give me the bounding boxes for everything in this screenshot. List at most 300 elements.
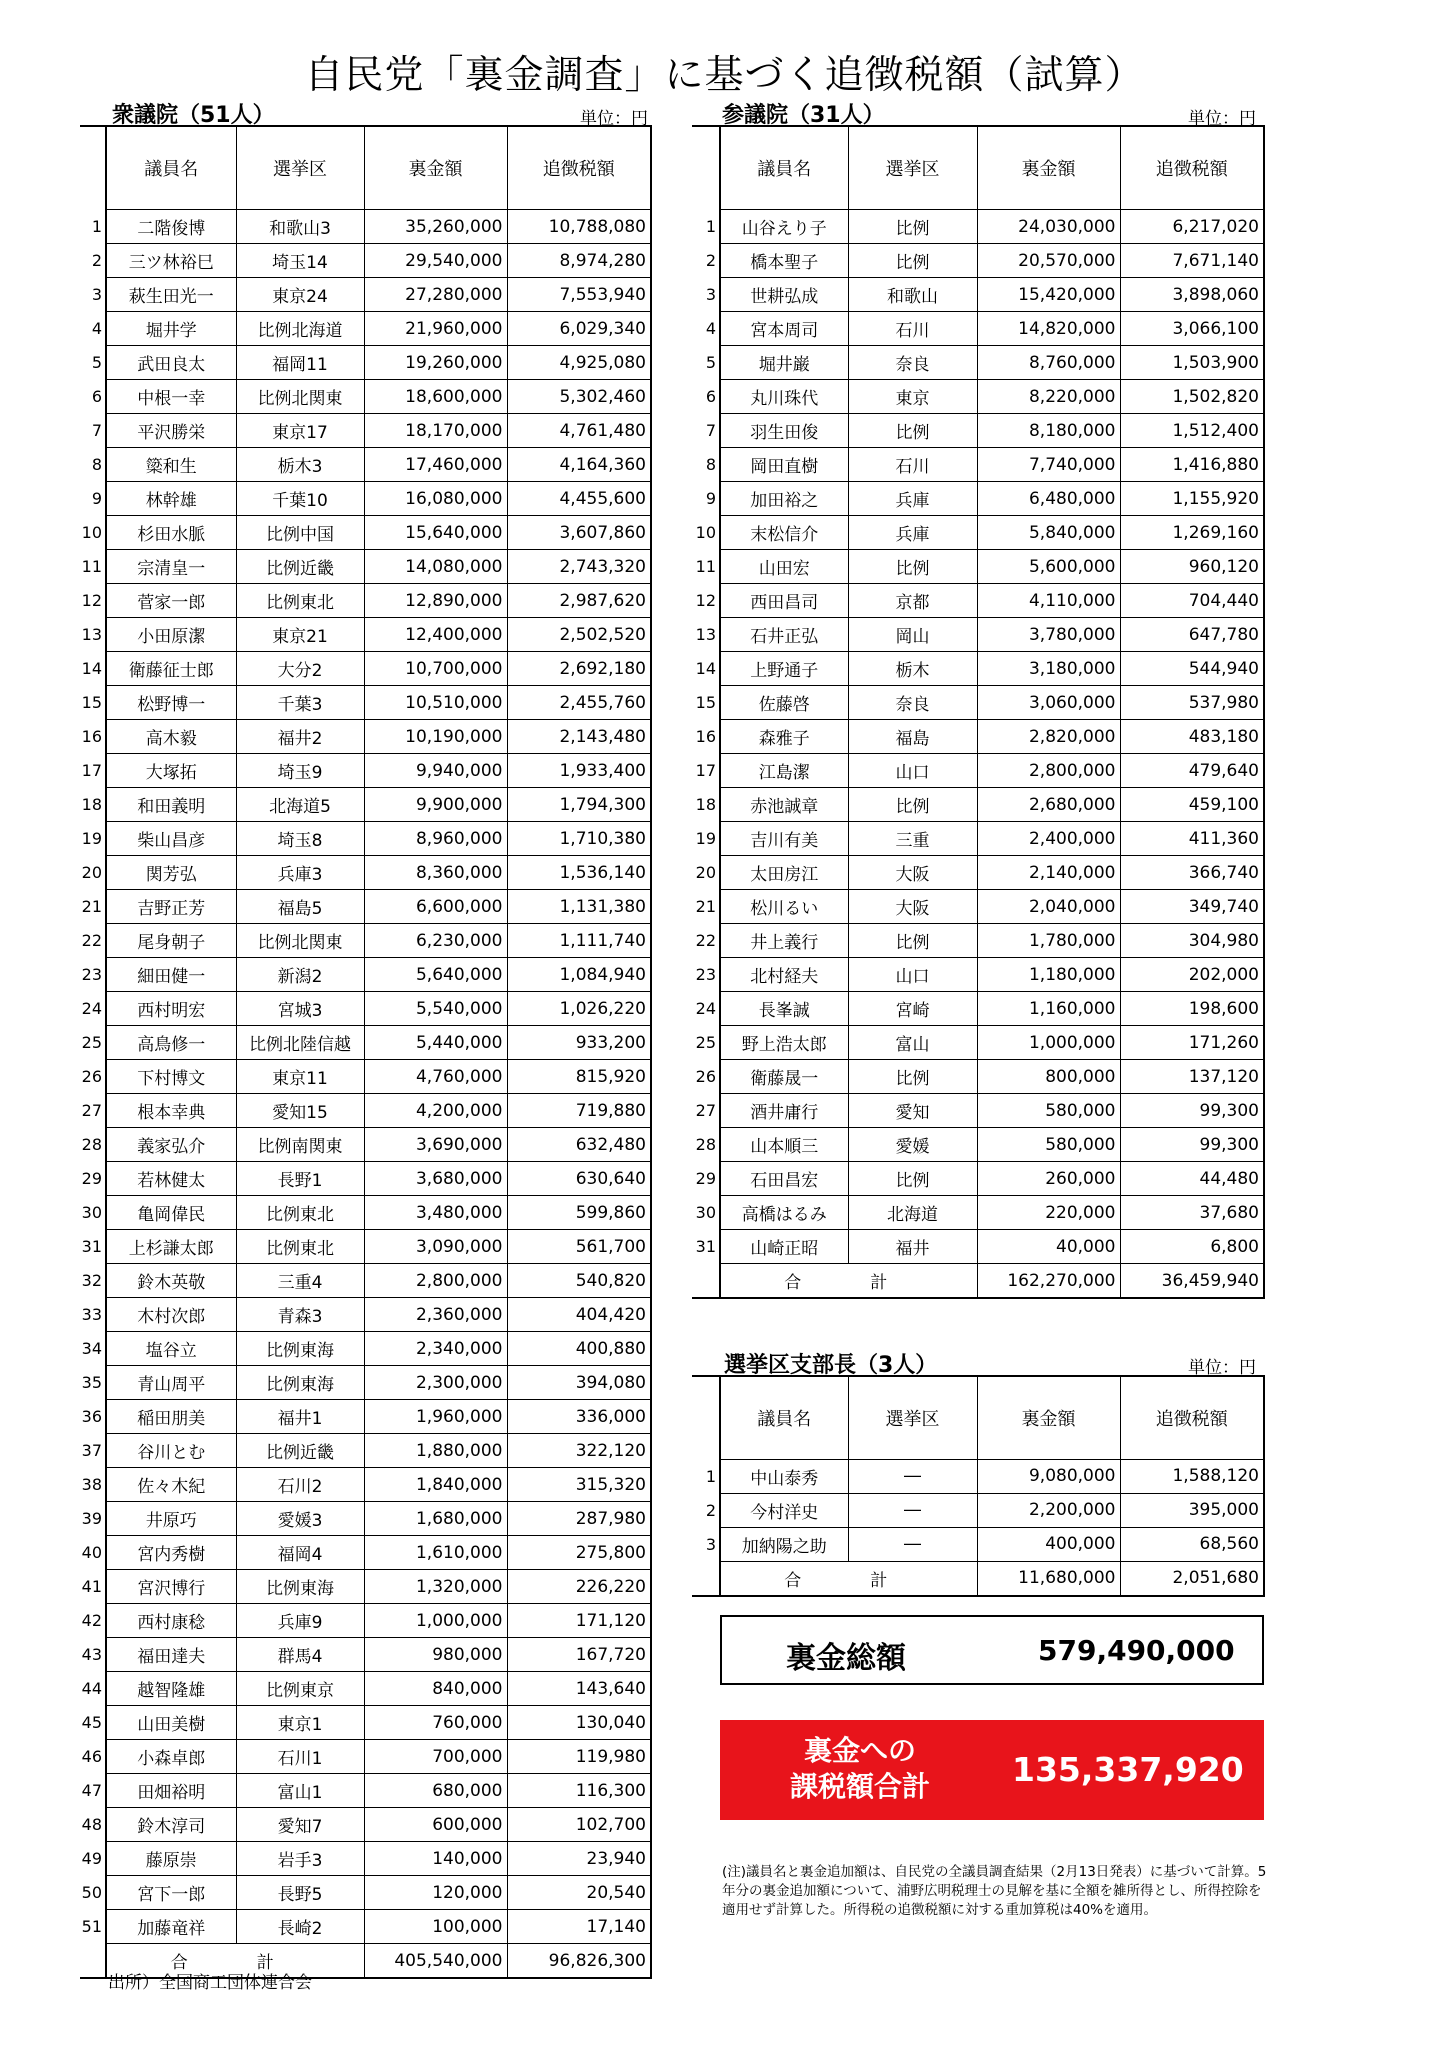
slush-amount: 1,180,000 bbox=[977, 958, 1120, 992]
table-row bbox=[80, 1434, 651, 1468]
district: 奈良 bbox=[848, 686, 977, 720]
district: 比例北関東 bbox=[236, 380, 364, 414]
member-name: 中山泰秀 bbox=[720, 1459, 848, 1493]
table-row bbox=[80, 1842, 651, 1876]
slush-amount: 3,780,000 bbox=[977, 618, 1120, 652]
additional-tax: 411,360 bbox=[1120, 822, 1264, 856]
district: 新潟2 bbox=[236, 958, 364, 992]
additional-tax: 632,480 bbox=[507, 1128, 651, 1162]
district: 石川 bbox=[848, 312, 977, 346]
district: 比例 bbox=[848, 1162, 977, 1196]
row-number: 8 bbox=[91, 455, 102, 474]
slush-amount: 3,180,000 bbox=[977, 652, 1120, 686]
row-number: 16 bbox=[81, 727, 102, 746]
member-name: 酒井庸行 bbox=[720, 1094, 848, 1128]
row-number: 17 bbox=[695, 761, 716, 780]
header-district: 選挙区 bbox=[848, 1376, 977, 1459]
additional-tax: 1,512,400 bbox=[1120, 414, 1264, 448]
additional-tax: 119,980 bbox=[507, 1740, 651, 1774]
district: 兵庫 bbox=[848, 482, 977, 516]
header-district: 選挙区 bbox=[848, 126, 977, 210]
table-row bbox=[692, 686, 1264, 720]
row-number: 1 bbox=[705, 1466, 716, 1486]
row-number: 3 bbox=[91, 285, 102, 304]
header-amount: 裏金額 bbox=[977, 126, 1120, 210]
district: 愛知7 bbox=[236, 1808, 364, 1842]
slush-amount: 4,110,000 bbox=[977, 584, 1120, 618]
member-name: 西村康稔 bbox=[106, 1604, 236, 1638]
member-name: 森雅子 bbox=[720, 720, 848, 754]
member-name: 稲田朋美 bbox=[106, 1400, 236, 1434]
additional-tax: 1,933,400 bbox=[507, 754, 651, 788]
slush-amount: 100,000 bbox=[364, 1910, 507, 1944]
member-name: 井原巧 bbox=[106, 1502, 236, 1536]
row-number: 47 bbox=[81, 1781, 102, 1800]
member-name: 尾身朝子 bbox=[106, 924, 236, 958]
district: 比例東北 bbox=[236, 584, 364, 618]
shugiin-unit: 単位：円 bbox=[580, 109, 648, 129]
district: 三重4 bbox=[236, 1264, 364, 1298]
row-number: 22 bbox=[81, 931, 102, 950]
district: 比例東北 bbox=[236, 1196, 364, 1230]
row-number: 12 bbox=[695, 591, 716, 610]
table-row bbox=[80, 618, 651, 652]
additional-tax: 287,980 bbox=[507, 1502, 651, 1536]
slush-amount: 2,800,000 bbox=[364, 1264, 507, 1298]
table-row bbox=[80, 1298, 651, 1332]
sangiin-unit: 単位：円 bbox=[1188, 109, 1256, 129]
district: 兵庫 bbox=[848, 516, 977, 550]
member-name: 和田義明 bbox=[106, 788, 236, 822]
member-name: 谷川とむ bbox=[106, 1434, 236, 1468]
member-name: 丸川珠代 bbox=[720, 380, 848, 414]
row-number: 20 bbox=[695, 863, 716, 882]
slush-amount: 4,760,000 bbox=[364, 1060, 507, 1094]
additional-tax: 2,692,180 bbox=[507, 652, 651, 686]
table-row bbox=[80, 856, 651, 890]
grand-total-label: 裏金総額 bbox=[786, 1641, 906, 1676]
district: 兵庫9 bbox=[236, 1604, 364, 1638]
row-number: 46 bbox=[81, 1747, 102, 1766]
row-number: 5 bbox=[91, 353, 102, 372]
member-name: 赤池誠章 bbox=[720, 788, 848, 822]
table-row bbox=[692, 618, 1264, 652]
district: 千葉10 bbox=[236, 482, 364, 516]
district: 比例近畿 bbox=[236, 550, 364, 584]
slush-amount: 3,680,000 bbox=[364, 1162, 507, 1196]
additional-tax: 171,260 bbox=[1120, 1026, 1264, 1060]
slush-amount: 18,600,000 bbox=[364, 380, 507, 414]
table-row bbox=[692, 584, 1264, 618]
additional-tax: 99,300 bbox=[1120, 1094, 1264, 1128]
additional-tax: 1,155,920 bbox=[1120, 482, 1264, 516]
member-name: 上野通子 bbox=[720, 652, 848, 686]
member-name: 佐藤啓 bbox=[720, 686, 848, 720]
member-name: 藤原崇 bbox=[106, 1842, 236, 1876]
member-name: 石田昌宏 bbox=[720, 1162, 848, 1196]
additional-tax: 3,066,100 bbox=[1120, 312, 1264, 346]
district: 比例 bbox=[848, 788, 977, 822]
table-row bbox=[692, 1230, 1264, 1264]
additional-tax: 704,440 bbox=[1120, 584, 1264, 618]
member-name: 宮下一郎 bbox=[106, 1876, 236, 1910]
district: 比例東海 bbox=[236, 1366, 364, 1400]
member-name: 佐々木紀 bbox=[106, 1468, 236, 1502]
row-number: 2 bbox=[705, 251, 716, 270]
slush-amount: 6,600,000 bbox=[364, 890, 507, 924]
row-number: 27 bbox=[81, 1101, 102, 1120]
table-row bbox=[692, 380, 1264, 414]
additional-tax: 7,671,140 bbox=[1120, 244, 1264, 278]
additional-tax: 130,040 bbox=[507, 1706, 651, 1740]
district: 比例 bbox=[848, 550, 977, 584]
shugiin-title: 衆議院（51人） bbox=[112, 103, 275, 128]
additional-tax: 1,269,160 bbox=[1120, 516, 1264, 550]
row-number: 31 bbox=[81, 1237, 102, 1256]
slush-amount: 1,160,000 bbox=[977, 992, 1120, 1026]
district: 愛媛 bbox=[848, 1128, 977, 1162]
member-name: 北村経夫 bbox=[720, 958, 848, 992]
table-row bbox=[80, 720, 651, 754]
header-district: 選挙区 bbox=[236, 126, 364, 210]
member-name: 今村洋史 bbox=[720, 1493, 848, 1527]
additional-tax: 960,120 bbox=[1120, 550, 1264, 584]
table-row bbox=[692, 516, 1264, 550]
district: 埼玉8 bbox=[236, 822, 364, 856]
row-number: 30 bbox=[81, 1203, 102, 1222]
slush-amount: 2,340,000 bbox=[364, 1332, 507, 1366]
additional-tax: 349,740 bbox=[1120, 890, 1264, 924]
table-row bbox=[80, 516, 651, 550]
row-number: 12 bbox=[81, 591, 102, 610]
additional-tax: 1,710,380 bbox=[507, 822, 651, 856]
district: 比例北海道 bbox=[236, 312, 364, 346]
slush-amount: 840,000 bbox=[364, 1672, 507, 1706]
table-row bbox=[692, 924, 1264, 958]
district: 東京 bbox=[848, 380, 977, 414]
slush-amount: 1,960,000 bbox=[364, 1400, 507, 1434]
table-row bbox=[692, 822, 1264, 856]
member-name: 太田房江 bbox=[720, 856, 848, 890]
row-number: 9 bbox=[705, 489, 716, 508]
table-row bbox=[80, 1910, 651, 1944]
district: 北海道5 bbox=[236, 788, 364, 822]
member-name: 小田原潔 bbox=[106, 618, 236, 652]
table-row bbox=[692, 1060, 1264, 1094]
slush-amount: 2,040,000 bbox=[977, 890, 1120, 924]
additional-tax: 143,640 bbox=[507, 1672, 651, 1706]
additional-tax: 1,131,380 bbox=[507, 890, 651, 924]
district: 福井 bbox=[848, 1230, 977, 1264]
district: 群馬4 bbox=[236, 1638, 364, 1672]
row-number: 14 bbox=[81, 659, 102, 678]
row-number: 13 bbox=[695, 625, 716, 644]
member-name: 簗和生 bbox=[106, 448, 236, 482]
row-number: 51 bbox=[81, 1917, 102, 1936]
source-credit: 出所）全国商工団体連合会 bbox=[108, 1973, 312, 1993]
additional-tax: 4,164,360 bbox=[507, 448, 651, 482]
district: 青森3 bbox=[236, 1298, 364, 1332]
district: ― bbox=[848, 1459, 977, 1493]
row-number: 50 bbox=[81, 1883, 102, 1902]
header-amount: 裏金額 bbox=[364, 126, 507, 210]
additional-tax: 647,780 bbox=[1120, 618, 1264, 652]
district: 比例北陸信越 bbox=[236, 1026, 364, 1060]
slush-amount: 1,780,000 bbox=[977, 924, 1120, 958]
member-name: 大塚拓 bbox=[106, 754, 236, 788]
additional-tax: 23,940 bbox=[507, 1842, 651, 1876]
row-number: 16 bbox=[695, 727, 716, 746]
district: 東京17 bbox=[236, 414, 364, 448]
district: 東京1 bbox=[236, 1706, 364, 1740]
grand-total-value: 579,490,000 bbox=[1038, 1634, 1235, 1667]
table-row bbox=[80, 550, 651, 584]
total-amount: 405,540,000 bbox=[364, 1944, 507, 1979]
slush-amount: 1,840,000 bbox=[364, 1468, 507, 1502]
additional-tax: 1,503,900 bbox=[1120, 346, 1264, 380]
member-name: 関芳弘 bbox=[106, 856, 236, 890]
row-number: 23 bbox=[81, 965, 102, 984]
table-row bbox=[80, 1706, 651, 1740]
member-name: 林幹雄 bbox=[106, 482, 236, 516]
table-row bbox=[692, 720, 1264, 754]
row-number: 21 bbox=[695, 897, 716, 916]
table-row bbox=[80, 1570, 651, 1604]
header-tax: 追徴税額 bbox=[1120, 126, 1264, 210]
member-name: 堀井学 bbox=[106, 312, 236, 346]
slush-amount: 120,000 bbox=[364, 1876, 507, 1910]
additional-tax: 2,143,480 bbox=[507, 720, 651, 754]
slush-amount: 580,000 bbox=[977, 1094, 1120, 1128]
additional-tax: 3,607,860 bbox=[507, 516, 651, 550]
table-row bbox=[80, 1264, 651, 1298]
row-number: 22 bbox=[695, 931, 716, 950]
row-number: 23 bbox=[695, 965, 716, 984]
row-number: 6 bbox=[91, 387, 102, 406]
additional-tax: 44,480 bbox=[1120, 1162, 1264, 1196]
table-row bbox=[692, 1527, 1264, 1561]
additional-tax: 3,898,060 bbox=[1120, 278, 1264, 312]
table-row bbox=[692, 448, 1264, 482]
member-name: 岡田直樹 bbox=[720, 448, 848, 482]
row-number: 11 bbox=[81, 557, 102, 576]
additional-tax: 815,920 bbox=[507, 1060, 651, 1094]
additional-tax: 1,588,120 bbox=[1120, 1459, 1264, 1493]
slush-amount: 1,610,000 bbox=[364, 1536, 507, 1570]
slush-amount: 6,230,000 bbox=[364, 924, 507, 958]
member-name: 高木毅 bbox=[106, 720, 236, 754]
row-number: 32 bbox=[81, 1271, 102, 1290]
row-number: 1 bbox=[705, 217, 716, 236]
slush-amount: 17,460,000 bbox=[364, 448, 507, 482]
slush-amount: 5,840,000 bbox=[977, 516, 1120, 550]
member-name: 加田裕之 bbox=[720, 482, 848, 516]
table-row bbox=[80, 1672, 651, 1706]
table-row bbox=[80, 924, 651, 958]
member-name: 世耕弘成 bbox=[720, 278, 848, 312]
district: 栃木3 bbox=[236, 448, 364, 482]
table-row bbox=[80, 1774, 651, 1808]
table-row bbox=[692, 550, 1264, 584]
member-name: 堀井巌 bbox=[720, 346, 848, 380]
additional-tax: 304,980 bbox=[1120, 924, 1264, 958]
total-label: 合 計 bbox=[720, 1561, 977, 1596]
total-amount: 11,680,000 bbox=[977, 1561, 1120, 1596]
additional-tax: 1,084,940 bbox=[507, 958, 651, 992]
table-row bbox=[692, 1162, 1264, 1196]
slush-amount: 29,540,000 bbox=[364, 244, 507, 278]
table-row bbox=[80, 1536, 651, 1570]
row-number: 11 bbox=[695, 557, 716, 576]
district: 比例中国 bbox=[236, 516, 364, 550]
row-number: 3 bbox=[705, 1534, 716, 1554]
row-number: 41 bbox=[81, 1577, 102, 1596]
row-number: 37 bbox=[81, 1441, 102, 1460]
total-amount: 162,270,000 bbox=[977, 1264, 1120, 1299]
header-amount: 裏金額 bbox=[977, 1376, 1120, 1459]
slush-amount: 3,480,000 bbox=[364, 1196, 507, 1230]
slush-amount: 2,400,000 bbox=[977, 822, 1120, 856]
district: 石川2 bbox=[236, 1468, 364, 1502]
district: 三重 bbox=[848, 822, 977, 856]
row-number: 30 bbox=[695, 1203, 716, 1222]
slush-amount: 15,420,000 bbox=[977, 278, 1120, 312]
total-tax: 36,459,940 bbox=[1120, 1264, 1264, 1299]
member-name: 宮本周司 bbox=[720, 312, 848, 346]
slush-amount: 400,000 bbox=[977, 1527, 1120, 1561]
district: 埼玉9 bbox=[236, 754, 364, 788]
member-name: 石井正弘 bbox=[720, 618, 848, 652]
member-name: 加藤竜祥 bbox=[106, 1910, 236, 1944]
slush-amount: 21,960,000 bbox=[364, 312, 507, 346]
district: 山口 bbox=[848, 754, 977, 788]
member-name: 羽生田俊 bbox=[720, 414, 848, 448]
slush-amount: 980,000 bbox=[364, 1638, 507, 1672]
member-name: 高鳥修一 bbox=[106, 1026, 236, 1060]
table-row bbox=[692, 312, 1264, 346]
slush-amount: 2,680,000 bbox=[977, 788, 1120, 822]
shugiin-table bbox=[80, 125, 652, 1979]
district: 大阪 bbox=[848, 856, 977, 890]
row-number: 20 bbox=[81, 863, 102, 882]
additional-tax: 275,800 bbox=[507, 1536, 651, 1570]
branch-unit: 単位：円 bbox=[1188, 1358, 1256, 1378]
grand-total-box bbox=[720, 1615, 1264, 1685]
member-name: 西村明宏 bbox=[106, 992, 236, 1026]
table-row bbox=[692, 482, 1264, 516]
district: 比例南関東 bbox=[236, 1128, 364, 1162]
additional-tax: 933,200 bbox=[507, 1026, 651, 1060]
row-number: 26 bbox=[81, 1067, 102, 1086]
slush-amount: 14,080,000 bbox=[364, 550, 507, 584]
additional-tax: 400,880 bbox=[507, 1332, 651, 1366]
additional-tax: 226,220 bbox=[507, 1570, 651, 1604]
additional-tax: 483,180 bbox=[1120, 720, 1264, 754]
row-number: 43 bbox=[81, 1645, 102, 1664]
header-tax: 追徴税額 bbox=[507, 126, 651, 210]
slush-amount: 8,360,000 bbox=[364, 856, 507, 890]
district: 東京21 bbox=[236, 618, 364, 652]
member-name: 松川るい bbox=[720, 890, 848, 924]
table-row bbox=[80, 1162, 651, 1196]
member-name: 越智隆雄 bbox=[106, 1672, 236, 1706]
additional-tax: 102,700 bbox=[507, 1808, 651, 1842]
slush-amount: 8,180,000 bbox=[977, 414, 1120, 448]
additional-tax: 4,455,600 bbox=[507, 482, 651, 516]
slush-amount: 2,140,000 bbox=[977, 856, 1120, 890]
district: 和歌山3 bbox=[236, 210, 364, 244]
row-number: 15 bbox=[81, 693, 102, 712]
district: 岡山 bbox=[848, 618, 977, 652]
row-number: 49 bbox=[81, 1849, 102, 1868]
member-name: 山田宏 bbox=[720, 550, 848, 584]
district: 大分2 bbox=[236, 652, 364, 686]
member-name: 宗清皇一 bbox=[106, 550, 236, 584]
row-number: 13 bbox=[81, 625, 102, 644]
slush-amount: 8,220,000 bbox=[977, 380, 1120, 414]
slush-amount: 14,820,000 bbox=[977, 312, 1120, 346]
additional-tax: 540,820 bbox=[507, 1264, 651, 1298]
table-row bbox=[80, 754, 651, 788]
additional-tax: 366,740 bbox=[1120, 856, 1264, 890]
additional-tax: 116,300 bbox=[507, 1774, 651, 1808]
table-row bbox=[80, 686, 651, 720]
member-name: 衛藤征士郎 bbox=[106, 652, 236, 686]
additional-tax: 1,502,820 bbox=[1120, 380, 1264, 414]
row-number: 3 bbox=[705, 285, 716, 304]
member-name: 衛藤晟一 bbox=[720, 1060, 848, 1094]
row-number: 10 bbox=[81, 523, 102, 542]
slush-amount: 580,000 bbox=[977, 1128, 1120, 1162]
additional-tax: 6,217,020 bbox=[1120, 210, 1264, 244]
slush-amount: 1,320,000 bbox=[364, 1570, 507, 1604]
additional-tax: 561,700 bbox=[507, 1230, 651, 1264]
district: 富山1 bbox=[236, 1774, 364, 1808]
row-number: 4 bbox=[705, 319, 716, 338]
member-name: 下村博文 bbox=[106, 1060, 236, 1094]
district: 愛知 bbox=[848, 1094, 977, 1128]
table-row bbox=[80, 958, 651, 992]
row-number: 34 bbox=[81, 1339, 102, 1358]
member-name: 根本幸典 bbox=[106, 1094, 236, 1128]
slush-amount: 4,200,000 bbox=[364, 1094, 507, 1128]
additional-tax: 2,987,620 bbox=[507, 584, 651, 618]
branch-table bbox=[692, 1375, 1265, 1597]
district: 京都 bbox=[848, 584, 977, 618]
header-name: 議員名 bbox=[720, 1376, 848, 1459]
additional-tax: 2,743,320 bbox=[507, 550, 651, 584]
member-name: 三ツ林裕巳 bbox=[106, 244, 236, 278]
member-name: 宮内秀樹 bbox=[106, 1536, 236, 1570]
slush-amount: 140,000 bbox=[364, 1842, 507, 1876]
table-row bbox=[692, 414, 1264, 448]
row-number: 38 bbox=[81, 1475, 102, 1494]
additional-tax: 17,140 bbox=[507, 1910, 651, 1944]
table-row bbox=[80, 1400, 651, 1434]
member-name: 高橋はるみ bbox=[720, 1196, 848, 1230]
district: 千葉3 bbox=[236, 686, 364, 720]
slush-amount: 2,300,000 bbox=[364, 1366, 507, 1400]
table-row bbox=[80, 380, 651, 414]
additional-tax: 322,120 bbox=[507, 1434, 651, 1468]
additional-tax: 1,416,880 bbox=[1120, 448, 1264, 482]
additional-tax: 10,788,080 bbox=[507, 210, 651, 244]
row-number: 29 bbox=[695, 1169, 716, 1188]
table-row bbox=[692, 992, 1264, 1026]
district: 比例東海 bbox=[236, 1332, 364, 1366]
table-row bbox=[80, 890, 651, 924]
slush-amount: 10,700,000 bbox=[364, 652, 507, 686]
